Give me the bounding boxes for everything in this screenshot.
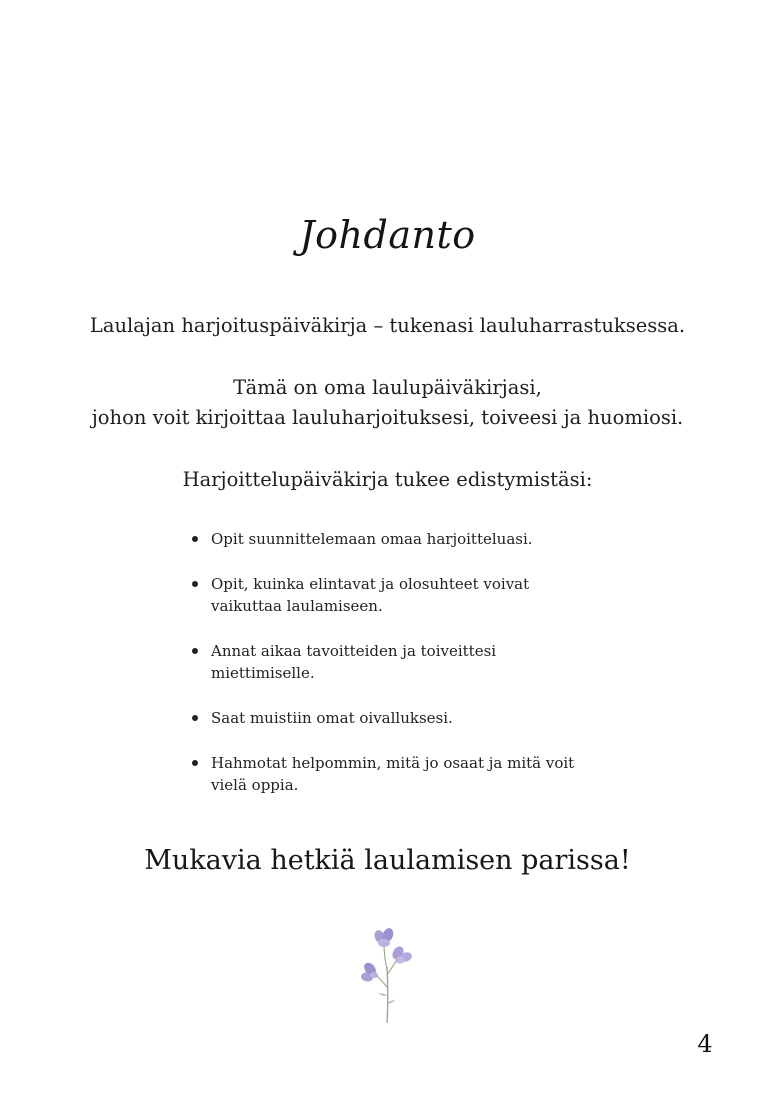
list-item-text: Annat aikaa tavoitteiden ja toiveittesi miettimiselle. bbox=[211, 642, 497, 682]
page-title: Johdanto bbox=[299, 213, 476, 258]
list-item-text: Opit suunnittelemaan omaa harjoitteluasi. bbox=[211, 530, 533, 548]
page-number: 4 bbox=[697, 1030, 713, 1058]
list-item bbox=[190, 640, 590, 684]
bullet-icon bbox=[192, 648, 198, 654]
list-item-text: Opit, kuinka elintavat ja olosuhteet voivat vaikuttaa laulamiseen. bbox=[211, 575, 530, 615]
list-item-text: Saat muistiin omat oivalluksesi. bbox=[211, 709, 453, 727]
bullet-lead-text: Harjoittelupäiväkirja tukee edistymistäsi: bbox=[182, 468, 593, 491]
bellflower-illustration-icon bbox=[358, 925, 418, 1025]
description-line-1: Tämä on oma laulupäiväkirjasi, bbox=[233, 376, 542, 399]
description-line-2: johon voit kirjoittaa lauluharjoituksesi, toiveesi ja huomiosi. bbox=[91, 406, 684, 429]
list-item-text: Hahmotat helpommin, mitä jo osaat ja mitä voit vielä oppia. bbox=[211, 754, 575, 794]
list-item bbox=[190, 528, 590, 550]
list-item bbox=[190, 752, 590, 796]
list-item bbox=[190, 707, 590, 729]
bullet-icon bbox=[192, 581, 198, 587]
bullet-icon bbox=[192, 715, 198, 721]
description-block bbox=[0, 373, 775, 433]
bullet-icon bbox=[192, 536, 198, 542]
bullet-icon bbox=[192, 760, 198, 766]
list-item bbox=[190, 573, 590, 617]
intro-text: Laulajan harjoituspäiväkirja – tukenasi lauluharrastuksessa. bbox=[89, 314, 686, 337]
closing-text: Mukavia hetkiä laulamisen parissa! bbox=[144, 845, 631, 876]
benefit-list bbox=[190, 528, 590, 819]
